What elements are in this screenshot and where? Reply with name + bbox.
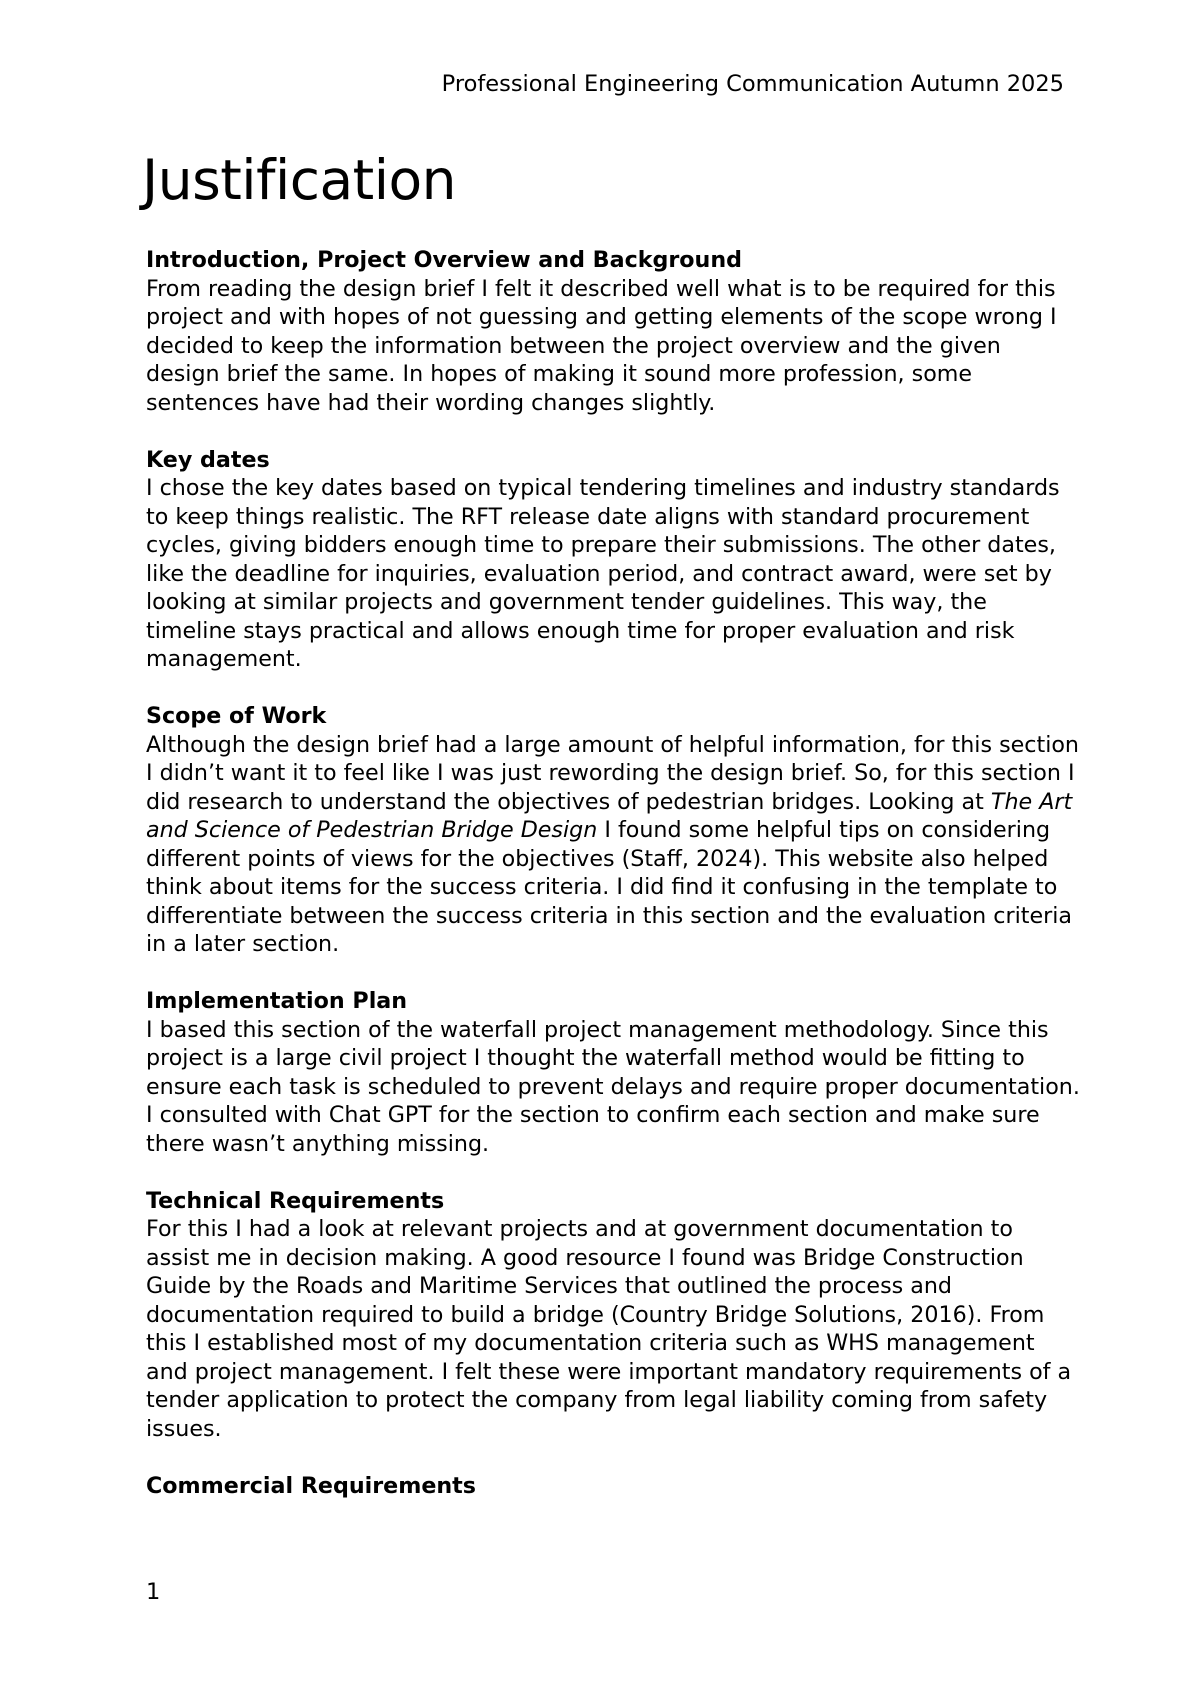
section-heading-technical-requirements: Technical Requirements [146, 1187, 445, 1214]
section-key-dates [146, 446, 1081, 674]
document-body [146, 246, 1081, 1529]
section-body-introduction: From reading the design brief I felt it described well what is to be required for this project and with hopes of not guessing and getting elements of the scope wrong I decided to keep the information between the project overview and the given design brief the same. In hopes of making it sound more profession, some sentences have had their wording changes slightly. [146, 275, 1057, 416]
scope-text-part-2: I found some helpful tips on considering different points of views for the objectives (Staff, 2024). This website also helped think about items for the success criteria. I did find it confusing in the template to differentiate between the success criteria in this section and the evaluation criteria in a later section. [146, 817, 1072, 957]
page-header: Professional Engineering Communication Autumn 2025 [441, 71, 1064, 97]
document-title: Justification [142, 148, 457, 212]
section-heading-scope-of-work: Scope of Work [146, 703, 327, 729]
section-commercial-requirements [146, 1472, 1081, 1501]
section-heading-commercial-requirements: Commercial Requirements [146, 1472, 476, 1499]
section-heading-implementation-plan: Implementation Plan [146, 988, 408, 1014]
section-body-technical-requirements: For this I had a look at relevant projects and at government documentation to assist me in decision making. A good resource I found was Bridge Construction Guide by the Roads and Maritime Services that outlined the process and documentation required to build a bridge (Country Bridge Solutions, 2016). From this I established most of my documentation criteria such as WHS management and project management. I felt these were important mandatory requirements of a tender application to protect the company from legal liability coming from safety issues. [146, 1216, 1072, 1442]
section-heading-key-dates: Key dates [146, 446, 270, 473]
section-implementation-plan [146, 987, 1081, 1158]
section-body-key-dates: I chose the key dates based on typical tendering timelines and industry standards to keep things realistic. The RFT release date aligns with standard procurement cycles, giving bidders enough time to prepare their submissions. The other dates, like the deadline for inquiries, evaluation period, and contract award, were set by looking at similar projects and government tender guidelines. This way, the timeline stays practical and allows enough time for proper evaluation and risk management. [146, 475, 1060, 672]
section-technical-requirements [146, 1187, 1081, 1444]
reference-title: The Art and Science of Pedestrian Bridge Design [146, 788, 1073, 843]
scope-text-part-1: Although the design brief had a large amount of helpful information, for this section I didn’t want it to feel like I was just rewording the design brief. So, for this section I did research to understand the objectives of pedestrian bridges. Looking at [146, 731, 1079, 815]
section-body-scope-of-work [146, 731, 1081, 959]
section-heading-introduction: Introduction, Project Overview and Background [146, 247, 743, 273]
page-number: 1 [146, 1579, 161, 1605]
section-scope-of-work [146, 702, 1081, 959]
section-introduction [146, 246, 1081, 417]
section-body-implementation-plan: I based this section of the waterfall project management methodology. Since this project is a large civil project I thought the waterfall method would be fitting to ensure each task is scheduled to prevent delays and require proper documentation. I consulted with Chat GPT for the section to confirm each section and make sure there wasn’t anything missing. [146, 1016, 1080, 1157]
